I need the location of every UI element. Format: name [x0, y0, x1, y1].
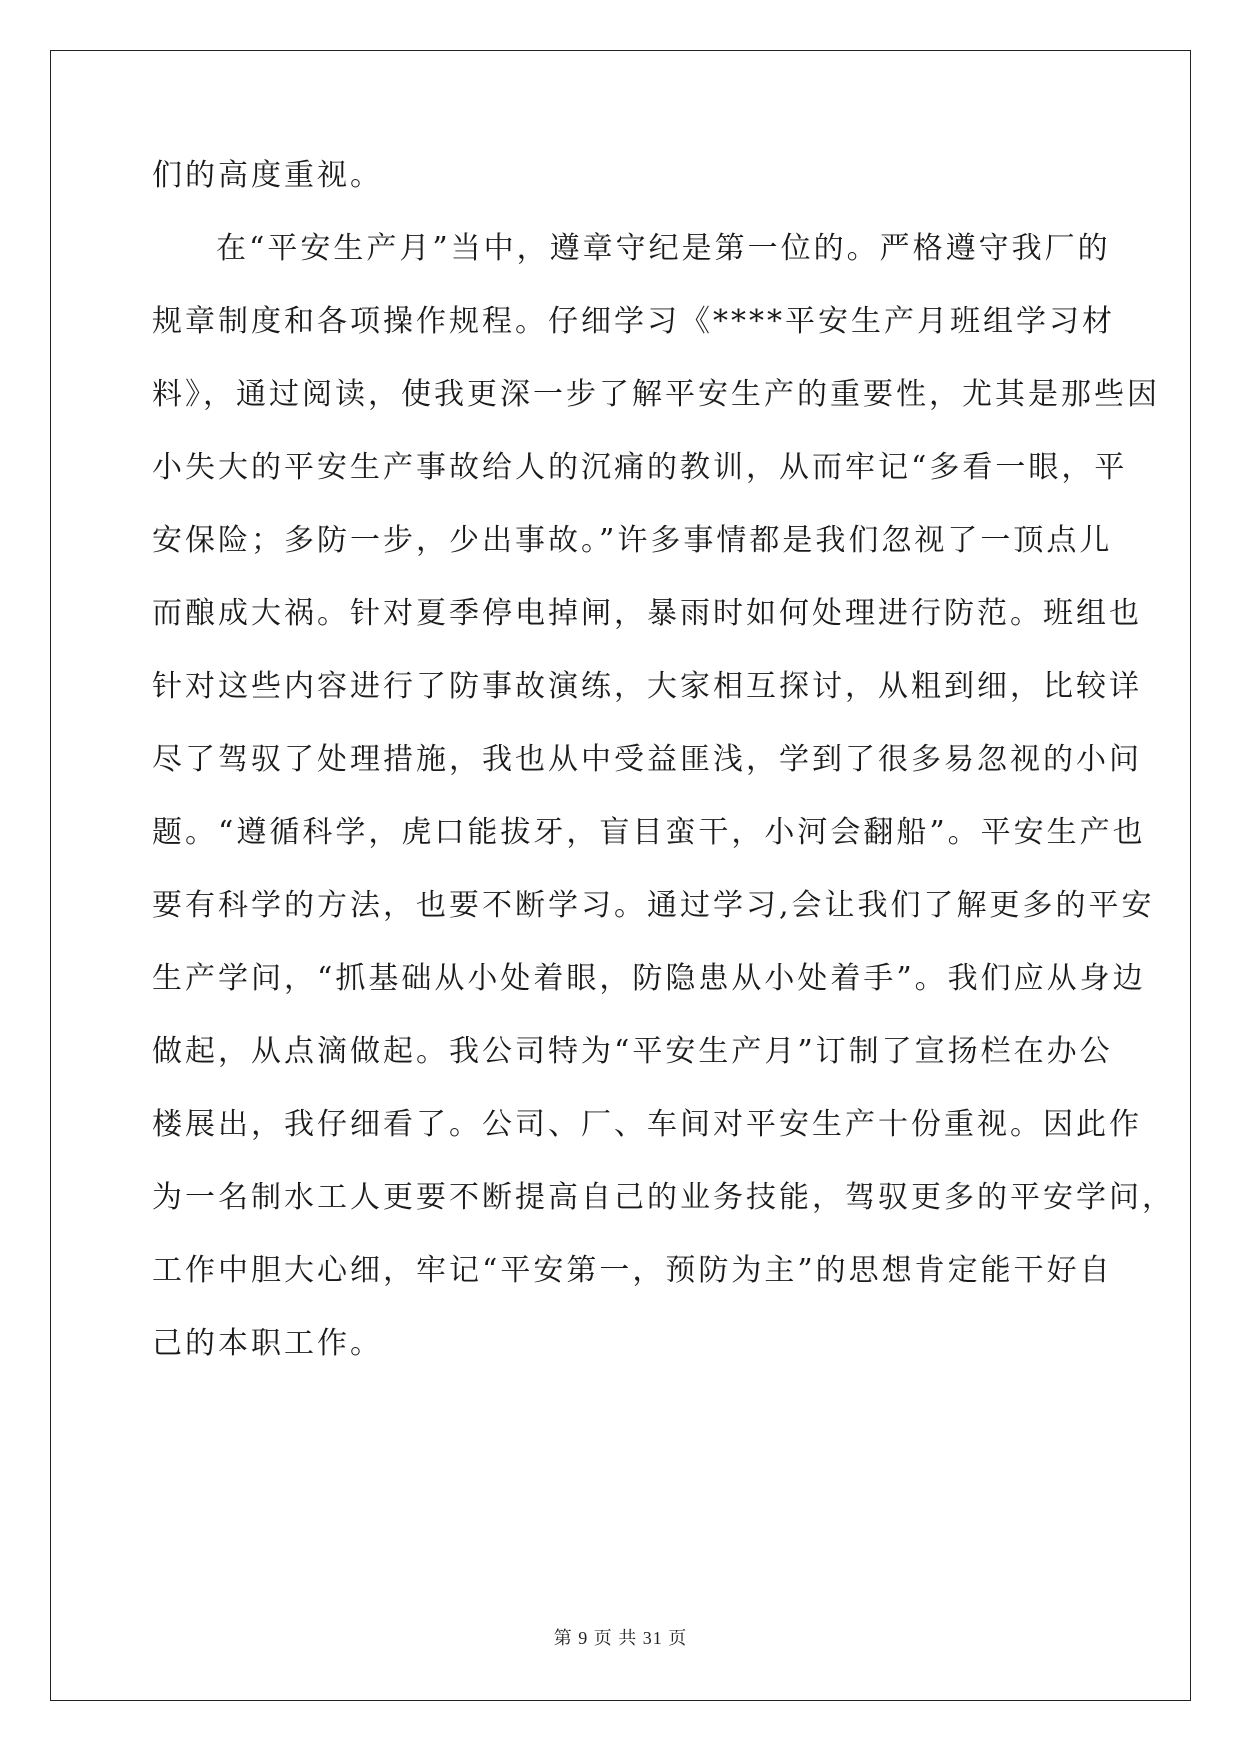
text-line: 尽了驾驭了处理措施，我也从中受益匪浅，学到了很多易忽视的小问 [152, 742, 1142, 777]
text-line: 安保险；多防一步，少出事故。”许多事情都是我们忽视了一顶点儿 [152, 523, 1113, 558]
document-body [152, 152, 1175, 1393]
text-line: 要有科学的方法，也要不断学习。通过学习,会让我们了解更多的平安 [152, 888, 1155, 923]
text-line: 做起，从点滴做起。我公司特为“平安生产月”订制了宣扬栏在办公 [152, 1034, 1113, 1069]
text-line: 小失大的平安生产事故给人的沉痛的教训，从而牢记“多看一眼，平 [152, 450, 1128, 485]
text-line: 们的高度重视。 [152, 158, 383, 193]
text-line: 生产学问，“抓基础从小处着眼，防隐患从小处着手”。我们应从身边 [152, 961, 1146, 996]
text-line: 料》，通过阅读，使我更深一步了解平安生产的重要性，尤其是那些因 [152, 377, 1160, 412]
text-line: 楼展出，我仔细看了。公司、厂、车间对平安生产十份重视。因此作 [152, 1107, 1142, 1142]
text-line: 为一名制水工人更要不断提高自己的业务技能，驾驭更多的平安学问， [152, 1180, 1175, 1215]
text-line: 工作中胆大心细，牢记“平安第一，预防为主”的思想肯定能干好自 [152, 1253, 1113, 1288]
page-number-footer: 第 9 页 共 31 页 [553, 1628, 688, 1648]
text-line: 己的本职工作。 [152, 1326, 383, 1361]
text-line: 规章制度和各项操作规程。仔细学习《****平安生产月班组学习材 [152, 304, 1115, 339]
text-line: 题。“遵循科学，虎口能拔牙，盲目蛮干，小河会翻船”。平安生产也 [152, 815, 1146, 850]
paragraph-first-line: 在“平安生产月”当中，遵章守纪是第一位的。严格遵守我厂的 [216, 231, 1111, 266]
text-line: 而酿成大祸。针对夏季停电掉闸，暴雨时如何处理进行防范。班组也 [152, 596, 1142, 631]
text-line: 针对这些内容进行了防事故演练，大家相互探讨，从粗到细，比较详 [152, 669, 1142, 704]
